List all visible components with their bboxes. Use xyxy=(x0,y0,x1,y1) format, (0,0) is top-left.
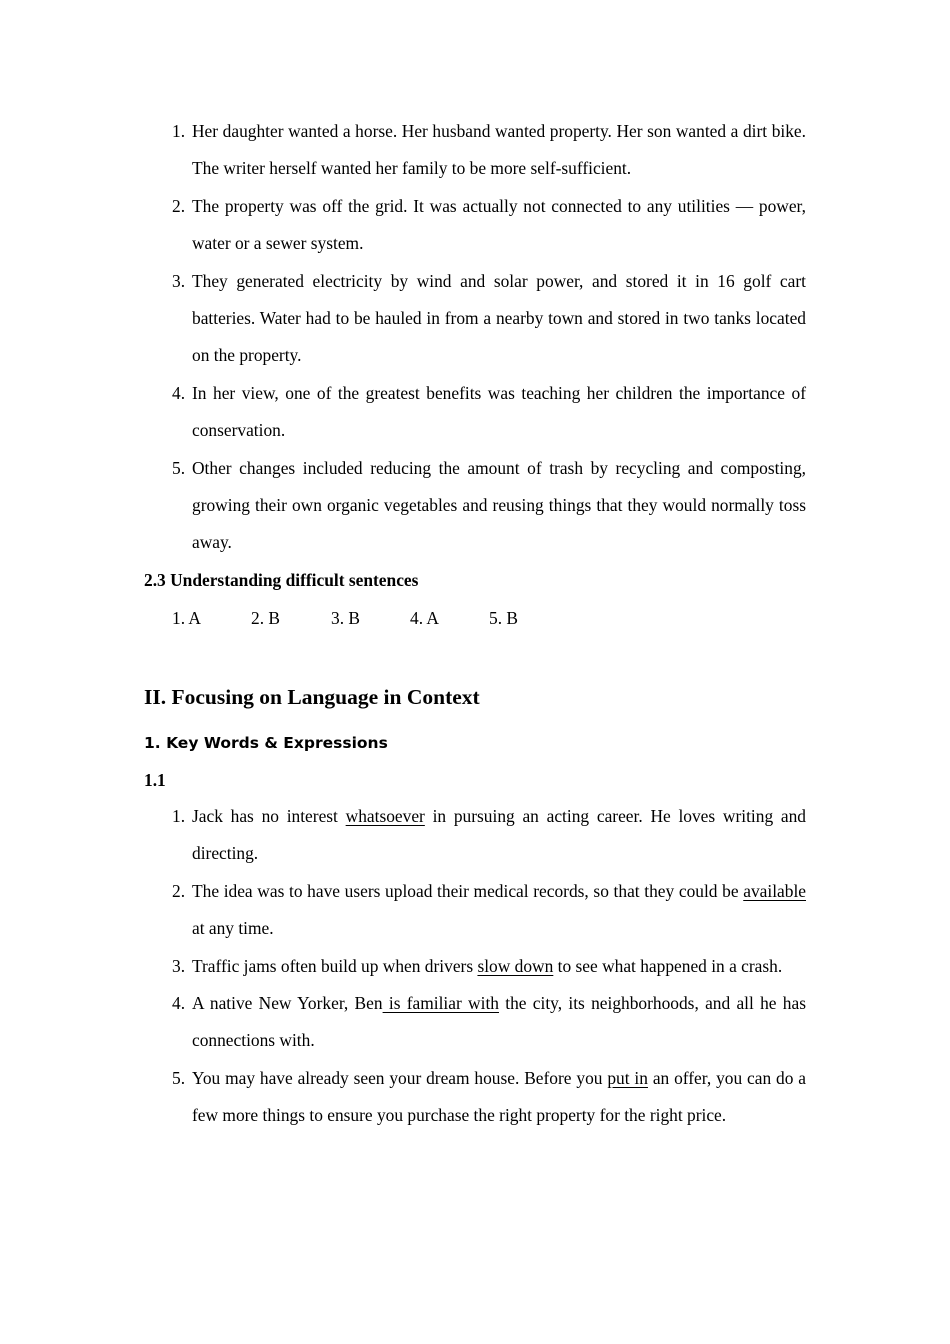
item-number: 1. xyxy=(172,806,186,826)
item-number: 5. xyxy=(172,457,186,478)
answer-list-2-2 xyxy=(172,113,806,562)
answer-2: 2. B xyxy=(251,608,280,628)
item-number: 3. xyxy=(172,955,186,976)
exercise-number: 1.1 xyxy=(144,770,166,790)
answer-5: 5. B xyxy=(489,608,518,628)
list-item xyxy=(172,948,806,985)
list-item xyxy=(172,263,806,375)
answer-3: 3. B xyxy=(331,608,360,628)
list-item xyxy=(172,798,806,873)
answer-1: 1. A xyxy=(172,608,201,628)
item-number: 5. xyxy=(172,1067,186,1088)
item-text: Her daughter wanted a horse. Her husband wanted property. Her son wanted a dirt bike. The writer herself wanted her family to be more self-sufficient. xyxy=(192,121,806,179)
item-text-before: The idea was to have users upload their medical records, so that they could be xyxy=(192,880,744,901)
list-item xyxy=(172,375,806,450)
key-expression: slow down xyxy=(477,955,554,976)
item-text: They generated electricity by wind and solar power, and stored it in 16 golf cart batteries. Water had to be hauled in from a nearby town and stored in two tanks located on the property. xyxy=(192,270,806,366)
list-item xyxy=(172,1060,806,1135)
item-text-after: the city, its neighborhoods, and all he has connections with. xyxy=(192,993,806,1051)
item-text: Other changes included reducing the amount of trash by recycling and composting, growing their own organic vegetables and reusing things that they would normally toss away. xyxy=(192,457,806,553)
item-text: In her view, one of the greatest benefits was teaching her children the importance of conservation. xyxy=(192,382,806,441)
item-number: 2. xyxy=(172,880,186,901)
key-expression: is familiar with xyxy=(382,993,499,1014)
key-expression: put in xyxy=(607,1067,648,1088)
item-text-after: an offer, you can do a few more things to ensure you purchase the right property for the right price. xyxy=(192,1067,806,1126)
item-text-after: at any time. xyxy=(192,918,274,939)
list-item xyxy=(172,450,806,562)
item-text: The property was off the grid. It was actually not connected to any utilities — power, water or a sewer system. xyxy=(192,195,806,254)
item-number: 4. xyxy=(172,382,186,403)
key-words-list xyxy=(172,798,806,1135)
answer-4: 4. A xyxy=(410,608,439,628)
item-text-before: Jack has no interest xyxy=(192,806,346,826)
item-text-before: A native New Yorker, Ben xyxy=(192,993,383,1014)
key-expression: available xyxy=(743,880,806,901)
subsection-heading: 1. Key Words & Expressions xyxy=(144,734,388,752)
item-text-before: You may have already seen your dream house. Before you xyxy=(192,1067,608,1088)
item-number: 1. xyxy=(172,121,186,141)
key-expression: whatsoever xyxy=(345,806,425,826)
list-item xyxy=(172,188,806,263)
list-item xyxy=(172,985,806,1060)
item-text-after: to see what happened in a crash. xyxy=(553,955,783,976)
item-number: 3. xyxy=(172,270,186,291)
part-heading: II. Focusing on Language in Context xyxy=(144,685,480,709)
item-text-before: Traffic jams often build up when drivers xyxy=(192,955,478,976)
list-item xyxy=(172,873,806,948)
item-number: 4. xyxy=(172,993,186,1014)
item-text-after: in pursuing an acting career. He loves writing and directing. xyxy=(192,806,806,864)
item-number: 2. xyxy=(172,195,186,216)
section-heading-2-3: 2.3 Understanding difficult sentences xyxy=(144,570,419,590)
list-item xyxy=(172,113,806,188)
